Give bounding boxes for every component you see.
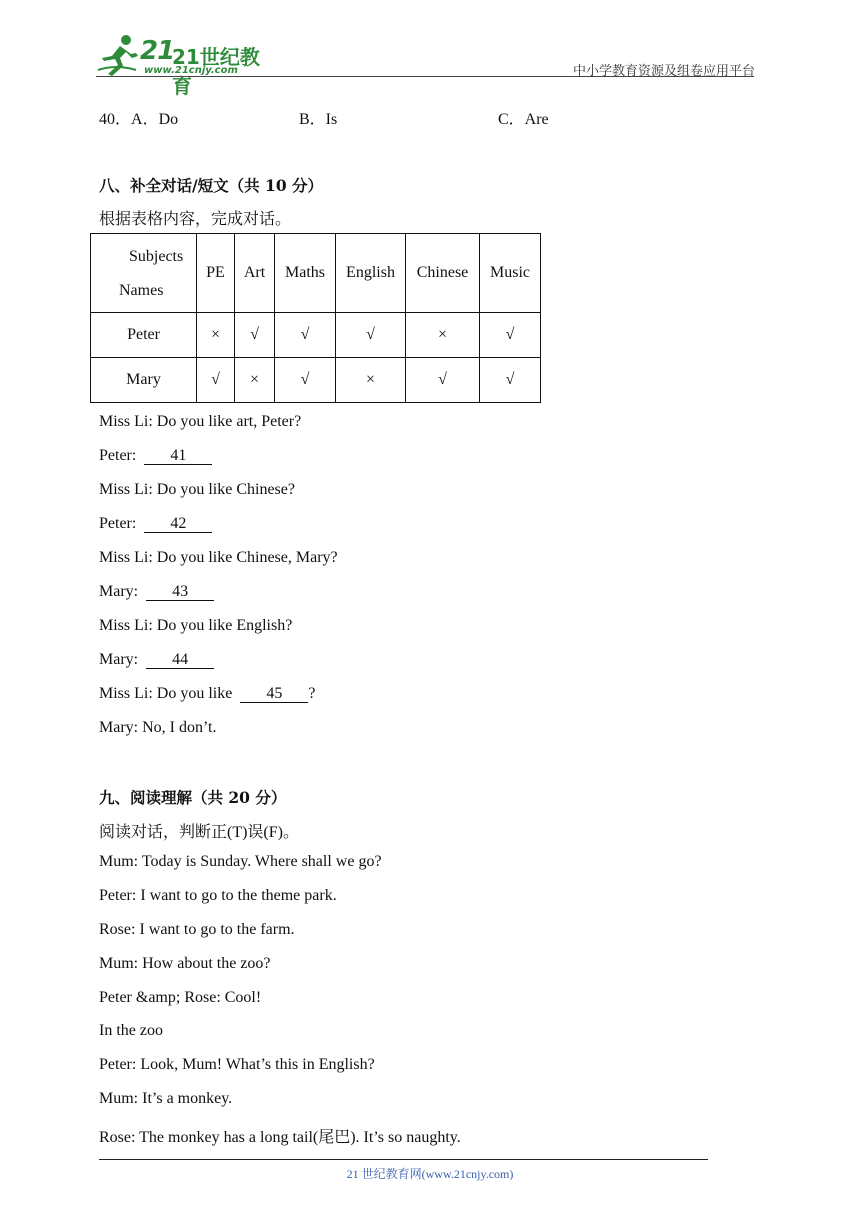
q40-option-c: C．Are [498,111,549,128]
answer-blank-43[interactable]: 43 [146,583,214,601]
dialogue-line: Miss Li: Do you like 45 ? [99,685,316,702]
table-cell: √ [197,358,235,403]
dialogue-line: Miss Li: Do you like art, Peter? [99,413,302,430]
col-header: Music [480,234,541,313]
row-name: Peter [91,313,197,358]
reading-line: Peter: Look, Mum! What’s this in English? [99,1056,375,1073]
table-header-row [91,234,541,313]
table-cell: √ [480,313,541,358]
footer-link[interactable]: 21 世纪教育网(www.21cnjy.com) [346,1167,514,1181]
reading-line: Peter: I want to go to the theme park. [99,887,337,904]
logo-text: 21世纪教育 [172,45,260,98]
table-cell: √ [235,313,275,358]
reading-line: Mum: How about the zoo? [99,955,271,972]
dialogue-line: Peter: 41 [99,447,212,465]
header-platform-text: 中小学教育资源及组卷应用平台 [573,63,756,78]
runner-logo-icon [96,34,142,78]
dialogue-line: Peter: 42 [99,515,212,533]
col-header: PE [197,234,235,313]
col-header: Chinese [406,234,480,313]
col-header: Maths [275,234,336,313]
answer-blank-41[interactable]: 41 [144,447,212,465]
section9-instruction: 阅读对话，判断正(T)误(F)。 [99,824,299,841]
row-name: Mary [91,358,197,403]
table-cell: √ [275,313,336,358]
section8-title: 八、补全对话/短文（共 10 分） [99,176,324,195]
section9-title: 九、阅读理解（共 20 分） [99,788,287,807]
reading-line: In the zoo [99,1022,163,1039]
site-logo [96,34,266,98]
table-row [91,313,541,358]
dialogue-line: Miss Li: Do you like Chinese? [99,481,295,498]
reading-line: Mum: It’s a monkey. [99,1090,233,1107]
table-cell: √ [406,358,480,403]
table-cell: × [406,313,480,358]
col-header: English [336,234,406,313]
reading-line: Peter &amp; Rose: Cool! [99,989,262,1006]
logo-url: www.21cnjy.com [144,65,238,76]
q40-option-a: 40．A．Do [99,111,179,128]
dialogue-line: Miss Li: Do you like English? [99,617,293,634]
answer-blank-44[interactable]: 44 [146,651,214,669]
table-cell: × [336,358,406,403]
q40-number: 40． [99,111,132,128]
dialogue-line: Mary: 43 [99,583,214,601]
table-cell: × [197,313,235,358]
reading-line: Rose: I want to go to the farm. [99,921,295,938]
logo-number: 21 [140,36,175,66]
table-row [91,358,541,403]
col-header: Art [235,234,275,313]
dialogue-line: Mary: No, I don’t. [99,719,217,736]
table-cell: √ [480,358,541,403]
table-corner-cell [91,234,197,313]
corner-subjects: Subjects [129,248,184,265]
table-cell: √ [336,313,406,358]
q40-option-b: B．Is [299,111,338,128]
footer-divider [99,1159,708,1160]
answer-blank-42[interactable]: 42 [144,515,212,533]
header-divider [96,76,754,77]
answer-blank-45[interactable]: 45 [240,685,308,703]
corner-names: Names [119,282,164,299]
dialogue-line: Mary: 44 [99,651,214,669]
dialogue-line: Miss Li: Do you like Chinese, Mary? [99,549,338,566]
section8-instruction: 根据表格内容，完成对话。 [99,211,292,228]
reading-line: Mum: Today is Sunday. Where shall we go? [99,853,382,870]
table-cell: √ [275,358,336,403]
subjects-table [90,233,541,403]
reading-line: Rose: The monkey has a long tail(尾巴). It’s so naughty. [99,1129,461,1146]
table-cell: × [235,358,275,403]
